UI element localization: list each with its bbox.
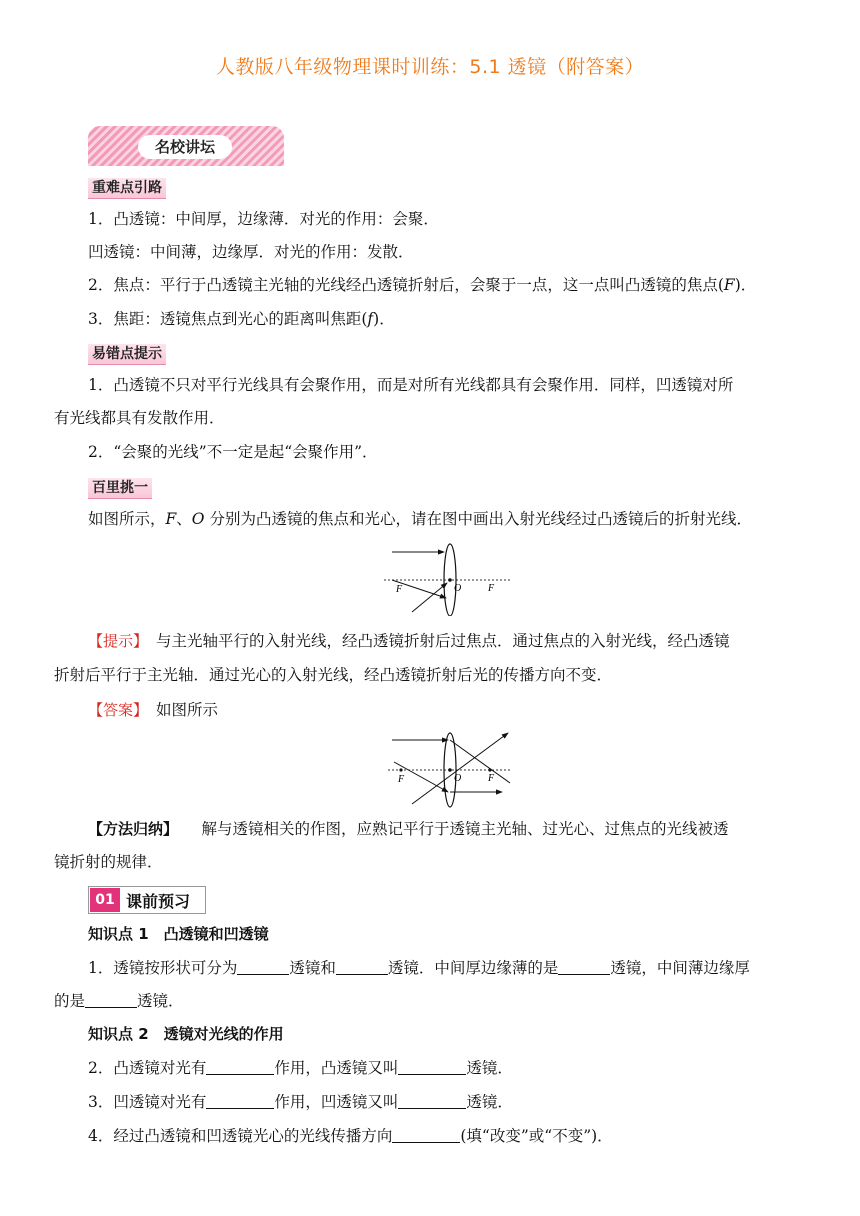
text: 透镜． [137,992,184,1010]
section-label: 课前预习 [126,891,191,911]
lens-diagram-question [380,540,520,616]
text: 透镜，中间薄边缘厚 [610,959,750,977]
text: 透镜．中间厚边缘薄的是 [387,959,559,977]
label-f-right: F [488,583,495,594]
text: 1．透镜按形状可分为 [88,959,238,977]
text: 解与透镜相关的作图，应熟记平行于透镜主光轴、过光心、过焦点的光线被透 [201,820,729,838]
focus-right [488,768,491,771]
answer-blank[interactable] [85,989,137,1008]
paragraph: 有光线都具有发散作用． [54,409,225,427]
text: 如图所示， [88,510,166,528]
knowledge-point-2: 知识点 2 透镜对光线的作用 [88,1025,284,1043]
section-banner [88,126,284,166]
paragraph: 凹透镜：中间薄，边缘厚．对光的作用：发散． [88,243,414,261]
label-f-right: F [488,773,495,784]
text: )． [373,310,395,328]
optical-center [448,768,452,772]
text: 2．凸透镜对光有 [88,1059,207,1077]
text: 如图所示 [156,701,219,719]
lens-diagram-answer [384,728,520,808]
tag-common-errors: 易错点提示 [88,344,166,365]
knowledge-point-1: 知识点 1 凸透镜和凹透镜 [88,925,269,943]
var-F: F [165,510,177,528]
answer-blank[interactable] [206,1056,274,1075]
var-O: O [191,510,205,528]
text: 透镜． [466,1059,513,1077]
focus-left [399,768,402,771]
center-ray [412,733,508,804]
text: (填“改变”或“不变”)． [460,1127,613,1145]
tag-key-points: 重难点引路 [88,178,166,199]
answer-blank[interactable] [336,956,388,975]
banner-label: 名校讲坛 [138,135,232,159]
answer-blank[interactable] [206,1090,274,1109]
paragraph [88,274,756,296]
label-o: O [454,583,462,594]
text: 透镜和 [289,959,336,977]
paragraph: 2．“会聚的光线”不一定是起“会聚作用”． [88,443,378,461]
paragraph: 镜折射的规律． [54,853,163,871]
center-ray [412,583,447,612]
text: )． [734,276,757,294]
question-3 [88,1090,513,1113]
answer-paragraph [88,699,218,721]
text: 作用，凸透镜又叫 [274,1059,399,1077]
text: 2．焦点：平行于凸透镜主光轴的光线经凸透镜折射后，会聚于一点，这一点叫凸透镜的焦点( [88,276,724,294]
method-paragraph [88,818,729,840]
var-f-small: f [367,310,374,328]
text: 的是 [54,992,86,1010]
optical-center [448,578,452,582]
text: 3．焦距：透镜焦点到光心的距离叫焦距( [88,310,368,328]
question [88,508,752,530]
text: 3．凹透镜对光有 [88,1093,207,1111]
answer-blank[interactable] [392,1124,460,1143]
question-4 [88,1124,613,1147]
text: 作用，凹透镜又叫 [274,1093,399,1111]
text: 4．经过凸透镜和凹透镜光心的光线传播方向 [88,1127,393,1145]
text: 分别为凸透镜的焦点和光心，请在图中画出入射光线经过凸透镜后的折射光线． [204,510,752,528]
paragraph: 1．凸透镜：中间厚，边缘薄．对光的作用：会聚． [88,210,439,228]
answer-blank[interactable] [237,956,289,975]
text: 、 [176,510,192,528]
method-label: 【方法归纳】 [88,820,171,838]
var-f: F [723,276,735,294]
text: 与主光轴平行的入射光线，经凸透镜折射后过焦点．通过焦点的入射光线，经凸透镜 [156,632,730,650]
label-o: O [454,773,462,784]
label-f-left: F [396,584,403,595]
tag-selected-example: 百里挑一 [88,478,152,499]
question-2 [88,1056,513,1079]
question-1-cont [54,989,184,1012]
label-f-left: F [398,774,405,785]
page-title: 人教版八年级物理课时训练：5.1 透镜（附答案） [215,56,645,78]
answer-label: 【答案】 [88,701,141,719]
paragraph: 折射后平行于主光轴．通过光心的入射光线，经凸透镜折射后光的传播方向不变． [54,666,613,684]
paragraph [88,308,395,330]
question-1 [88,956,750,979]
hint-paragraph [88,630,730,652]
answer-blank[interactable] [398,1090,466,1109]
paragraph: 1．凸透镜不只对平行光线具有会聚作用，而是对所有光线都具有会聚作用．同样，凹透镜对所 [88,376,734,394]
answer-blank[interactable] [558,956,610,975]
section-number: 01 [90,888,120,912]
answer-blank[interactable] [398,1056,466,1075]
text: 透镜． [466,1093,513,1111]
section-header-preview [88,886,206,914]
hint-label: 【提示】 [88,632,141,650]
